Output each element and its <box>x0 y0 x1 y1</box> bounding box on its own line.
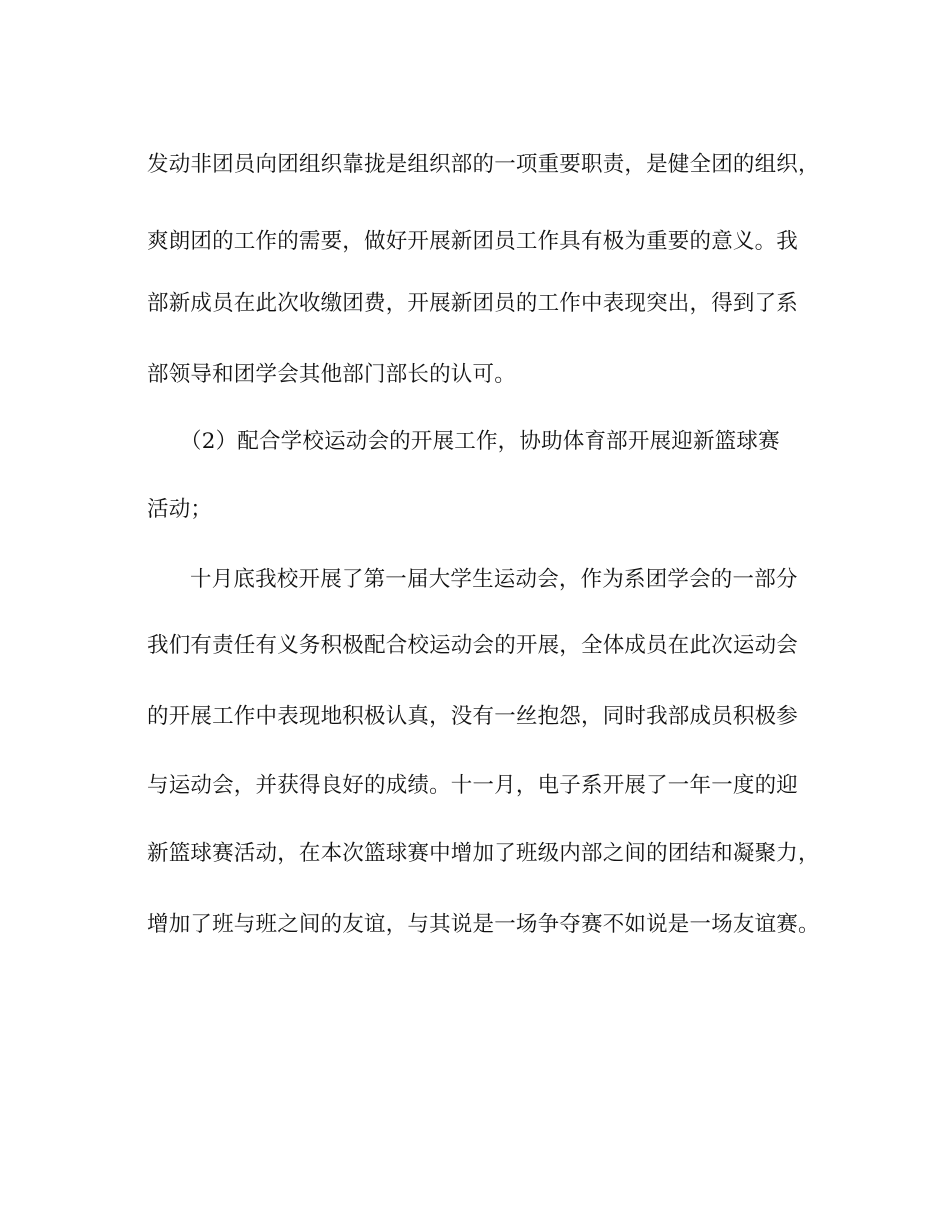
text-line-4: 部领导和团学会其他部门部长的认可。 <box>147 362 516 387</box>
text-line-6: 活动； <box>147 497 213 522</box>
text-line-9: 的开展工作中表现地积极认真，没有一丝抱怨，同时我部成员积极参 <box>147 704 799 729</box>
text-line-1: 发动非团员向团组织靠拢是组织部的一项重要职责，是健全团的组织， <box>147 152 820 177</box>
text-line-12: 增加了班与班之间的友谊，与其说是一场争夺赛不如说是一场友谊赛。 <box>147 912 820 937</box>
text-line-2: 爽朗团的工作的需要，做好开展新团员工作具有极为重要的意义。我 <box>147 229 799 254</box>
text-line-8: 我们有责任有义务积极配合校运动会的开展，全体成员在此次运动会 <box>147 633 799 658</box>
text-line-3: 部新成员在此次收缴团费，开展新团员的工作中表现突出，得到了系 <box>147 291 799 316</box>
text-line-5: （2）配合学校运动会的开展工作，协助体育部开展迎新篮球赛 <box>180 429 780 454</box>
text-line-10: 与运动会，并获得良好的成绩。十一月，电子系开展了一年一度的迎 <box>147 773 799 798</box>
text-line-11: 新篮球赛活动，在本次篮球赛中增加了班级内部之间的团结和凝聚力， <box>147 841 820 866</box>
text-line-7: 十月底我校开展了第一届大学生运动会，作为系团学会的一部分 <box>190 567 798 592</box>
